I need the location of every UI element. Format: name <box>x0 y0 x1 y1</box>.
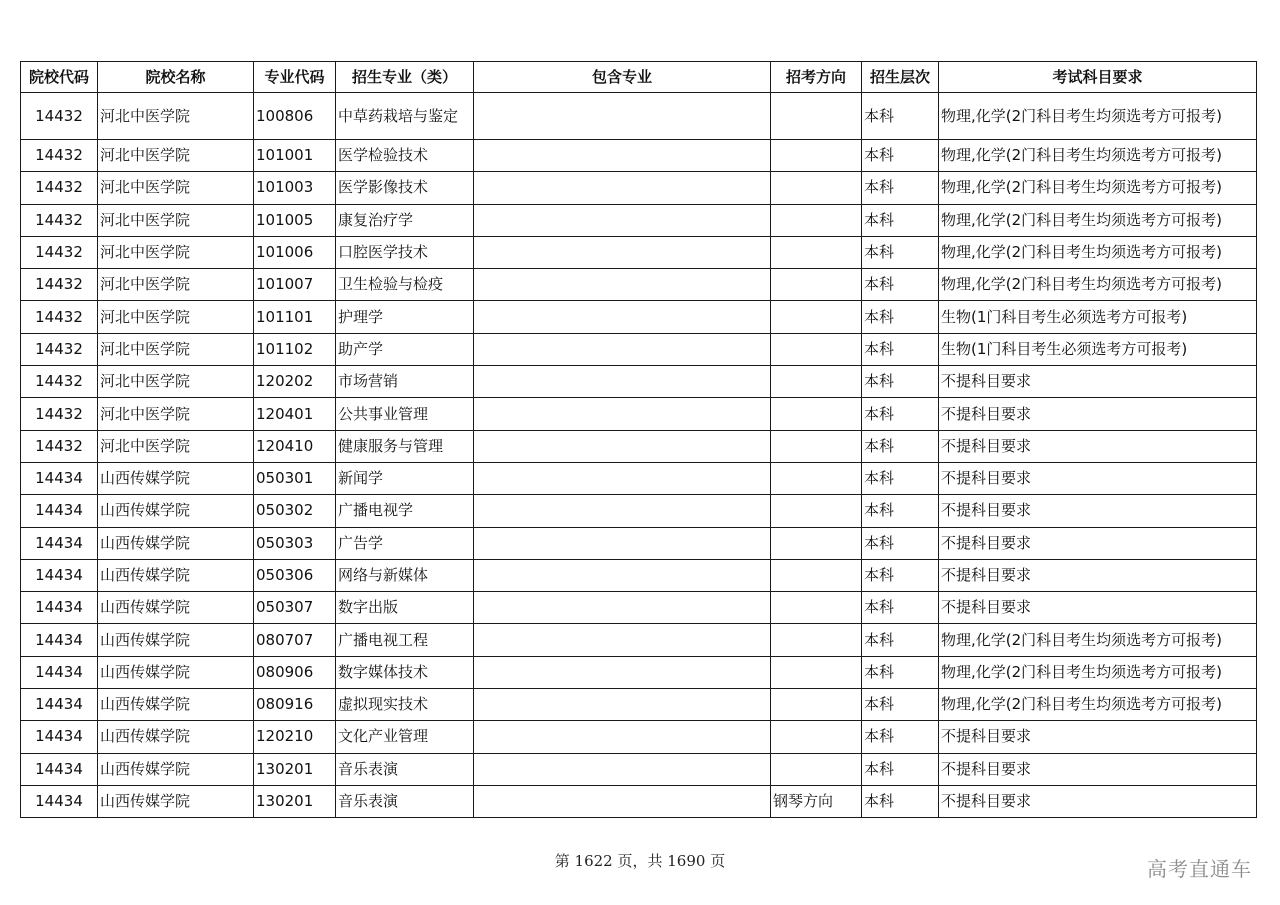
cell-direction <box>771 93 862 140</box>
cell-school-code: 14434 <box>21 592 98 624</box>
header-major-name: 招生专业（类） <box>336 62 474 93</box>
table-row <box>21 301 1257 333</box>
cell-direction <box>771 495 862 527</box>
table-row <box>21 656 1257 688</box>
cell-major-name: 新闻学 <box>336 462 474 494</box>
cell-subject-requirement: 物理,化学(2门科目考生均须选考方可报考) <box>939 269 1257 301</box>
table-row <box>21 721 1257 753</box>
cell-major-code: 080707 <box>254 624 336 656</box>
cell-major-name: 音乐表演 <box>336 753 474 785</box>
cell-direction <box>771 656 862 688</box>
cell-included-majors <box>474 269 771 301</box>
cell-included-majors <box>474 204 771 236</box>
cell-included-majors <box>474 366 771 398</box>
cell-level: 本科 <box>862 689 939 721</box>
cell-included-majors <box>474 301 771 333</box>
cell-major-name: 助产学 <box>336 333 474 365</box>
cell-subject-requirement: 生物(1门科目考生必须选考方可报考) <box>939 301 1257 333</box>
cell-subject-requirement: 物理,化学(2门科目考生均须选考方可报考) <box>939 624 1257 656</box>
table-row <box>21 753 1257 785</box>
table-row <box>21 366 1257 398</box>
cell-subject-requirement: 不提科目要求 <box>939 462 1257 494</box>
cell-major-code: 130201 <box>254 785 336 817</box>
cell-school-code: 14432 <box>21 430 98 462</box>
table-header-row <box>21 62 1257 93</box>
cell-major-code: 101003 <box>254 172 336 204</box>
cell-direction <box>771 559 862 591</box>
cell-school-name: 河北中医学院 <box>98 172 254 204</box>
cell-school-name: 河北中医学院 <box>98 204 254 236</box>
cell-major-code: 130201 <box>254 753 336 785</box>
cell-direction <box>771 269 862 301</box>
cell-included-majors <box>474 592 771 624</box>
cell-school-code: 14434 <box>21 656 98 688</box>
cell-major-name: 康复治疗学 <box>336 204 474 236</box>
cell-school-code: 14434 <box>21 462 98 494</box>
cell-school-name: 山西传媒学院 <box>98 592 254 624</box>
cell-major-code: 101102 <box>254 333 336 365</box>
enrollment-table-container <box>20 61 1256 818</box>
cell-level: 本科 <box>862 624 939 656</box>
cell-school-code: 14432 <box>21 140 98 172</box>
cell-major-name: 广告学 <box>336 527 474 559</box>
cell-direction <box>771 430 862 462</box>
table-row <box>21 140 1257 172</box>
cell-level: 本科 <box>862 140 939 172</box>
cell-major-name: 健康服务与管理 <box>336 430 474 462</box>
header-included-majors: 包含专业 <box>474 62 771 93</box>
cell-subject-requirement: 不提科目要求 <box>939 398 1257 430</box>
cell-major-name: 医学影像技术 <box>336 172 474 204</box>
cell-level: 本科 <box>862 785 939 817</box>
cell-school-name: 河北中医学院 <box>98 140 254 172</box>
cell-school-code: 14434 <box>21 753 98 785</box>
cell-major-name: 中草药栽培与鉴定 <box>336 93 474 140</box>
page-number: 第 1622 页，共 1690 页 <box>554 852 726 870</box>
cell-direction <box>771 366 862 398</box>
cell-school-name: 河北中医学院 <box>98 333 254 365</box>
cell-major-code: 050306 <box>254 559 336 591</box>
cell-major-code: 050307 <box>254 592 336 624</box>
cell-subject-requirement: 不提科目要求 <box>939 527 1257 559</box>
cell-major-code: 050301 <box>254 462 336 494</box>
cell-direction <box>771 462 862 494</box>
cell-school-code: 14434 <box>21 624 98 656</box>
cell-direction <box>771 592 862 624</box>
cell-major-name: 虚拟现实技术 <box>336 689 474 721</box>
cell-subject-requirement: 不提科目要求 <box>939 366 1257 398</box>
cell-major-name: 卫生检验与检疫 <box>336 269 474 301</box>
cell-included-majors <box>474 93 771 140</box>
cell-major-name: 数字出版 <box>336 592 474 624</box>
table-row <box>21 333 1257 365</box>
cell-subject-requirement: 物理,化学(2门科目考生均须选考方可报考) <box>939 93 1257 140</box>
table-row <box>21 398 1257 430</box>
cell-subject-requirement: 不提科目要求 <box>939 592 1257 624</box>
cell-included-majors <box>474 785 771 817</box>
cell-included-majors <box>474 495 771 527</box>
cell-major-code: 080906 <box>254 656 336 688</box>
cell-direction: 钢琴方向 <box>771 785 862 817</box>
cell-level: 本科 <box>862 366 939 398</box>
cell-school-code: 14434 <box>21 785 98 817</box>
cell-included-majors <box>474 462 771 494</box>
cell-level: 本科 <box>862 172 939 204</box>
cell-major-code: 120401 <box>254 398 336 430</box>
cell-major-code: 101007 <box>254 269 336 301</box>
cell-major-name: 广播电视工程 <box>336 624 474 656</box>
cell-school-name: 河北中医学院 <box>98 269 254 301</box>
cell-level: 本科 <box>862 398 939 430</box>
cell-school-name: 山西传媒学院 <box>98 689 254 721</box>
cell-direction <box>771 689 862 721</box>
cell-school-name: 山西传媒学院 <box>98 624 254 656</box>
cell-level: 本科 <box>862 592 939 624</box>
table-row <box>21 204 1257 236</box>
cell-school-name: 山西传媒学院 <box>98 559 254 591</box>
cell-school-name: 山西传媒学院 <box>98 495 254 527</box>
cell-subject-requirement: 生物(1门科目考生必须选考方可报考) <box>939 333 1257 365</box>
header-level: 招生层次 <box>862 62 939 93</box>
cell-subject-requirement: 不提科目要求 <box>939 753 1257 785</box>
cell-level: 本科 <box>862 656 939 688</box>
cell-school-name: 河北中医学院 <box>98 398 254 430</box>
cell-major-code: 120210 <box>254 721 336 753</box>
cell-level: 本科 <box>862 527 939 559</box>
cell-school-name: 山西传媒学院 <box>98 753 254 785</box>
cell-included-majors <box>474 236 771 268</box>
cell-included-majors <box>474 689 771 721</box>
cell-school-code: 14432 <box>21 333 98 365</box>
cell-school-code: 14434 <box>21 721 98 753</box>
cell-included-majors <box>474 172 771 204</box>
cell-direction <box>771 236 862 268</box>
cell-major-name: 数字媒体技术 <box>336 656 474 688</box>
table-body <box>21 93 1257 818</box>
cell-school-name: 河北中医学院 <box>98 93 254 140</box>
enrollment-table <box>20 61 1257 818</box>
cell-school-name: 山西传媒学院 <box>98 462 254 494</box>
cell-direction <box>771 527 862 559</box>
cell-school-name: 山西传媒学院 <box>98 527 254 559</box>
cell-direction <box>771 721 862 753</box>
cell-major-code: 080916 <box>254 689 336 721</box>
cell-included-majors <box>474 140 771 172</box>
cell-direction <box>771 301 862 333</box>
cell-subject-requirement: 物理,化学(2门科目考生均须选考方可报考) <box>939 656 1257 688</box>
header-subject-requirement: 考试科目要求 <box>939 62 1257 93</box>
cell-included-majors <box>474 721 771 753</box>
cell-major-code: 120202 <box>254 366 336 398</box>
cell-direction <box>771 398 862 430</box>
cell-subject-requirement: 不提科目要求 <box>939 430 1257 462</box>
cell-direction <box>771 140 862 172</box>
cell-major-name: 护理学 <box>336 301 474 333</box>
cell-major-code: 050303 <box>254 527 336 559</box>
cell-school-code: 14432 <box>21 398 98 430</box>
cell-level: 本科 <box>862 462 939 494</box>
cell-level: 本科 <box>862 753 939 785</box>
cell-school-code: 14432 <box>21 172 98 204</box>
header-school-code: 院校代码 <box>21 62 98 93</box>
cell-school-code: 14432 <box>21 236 98 268</box>
cell-major-code: 101001 <box>254 140 336 172</box>
cell-included-majors <box>474 559 771 591</box>
table-row <box>21 559 1257 591</box>
cell-direction <box>771 753 862 785</box>
cell-level: 本科 <box>862 301 939 333</box>
cell-school-code: 14432 <box>21 269 98 301</box>
cell-major-name: 广播电视学 <box>336 495 474 527</box>
table-row <box>21 269 1257 301</box>
cell-school-code: 14432 <box>21 204 98 236</box>
cell-major-code: 101005 <box>254 204 336 236</box>
cell-major-name: 音乐表演 <box>336 785 474 817</box>
table-row <box>21 785 1257 817</box>
cell-school-code: 14434 <box>21 689 98 721</box>
cell-school-code: 14432 <box>21 366 98 398</box>
header-school-name: 院校名称 <box>98 62 254 93</box>
cell-school-name: 山西传媒学院 <box>98 721 254 753</box>
cell-level: 本科 <box>862 430 939 462</box>
cell-major-code: 100806 <box>254 93 336 140</box>
cell-major-code: 120410 <box>254 430 336 462</box>
cell-level: 本科 <box>862 721 939 753</box>
cell-level: 本科 <box>862 495 939 527</box>
cell-subject-requirement: 不提科目要求 <box>939 559 1257 591</box>
cell-school-name: 山西传媒学院 <box>98 656 254 688</box>
cell-direction <box>771 624 862 656</box>
table-row <box>21 430 1257 462</box>
cell-major-code: 101006 <box>254 236 336 268</box>
cell-subject-requirement: 物理,化学(2门科目考生均须选考方可报考) <box>939 204 1257 236</box>
cell-subject-requirement: 不提科目要求 <box>939 495 1257 527</box>
cell-subject-requirement: 不提科目要求 <box>939 785 1257 817</box>
cell-level: 本科 <box>862 333 939 365</box>
table-row <box>21 93 1257 140</box>
cell-subject-requirement: 物理,化学(2门科目考生均须选考方可报考) <box>939 140 1257 172</box>
cell-included-majors <box>474 430 771 462</box>
cell-included-majors <box>474 527 771 559</box>
cell-school-code: 14434 <box>21 527 98 559</box>
cell-level: 本科 <box>862 93 939 140</box>
watermark-text: 高考直通车 <box>1147 857 1252 881</box>
cell-subject-requirement: 物理,化学(2门科目考生均须选考方可报考) <box>939 172 1257 204</box>
table-row <box>21 624 1257 656</box>
cell-school-name: 河北中医学院 <box>98 366 254 398</box>
cell-major-name: 口腔医学技术 <box>336 236 474 268</box>
table-row <box>21 495 1257 527</box>
cell-major-name: 医学检验技术 <box>336 140 474 172</box>
cell-major-name: 网络与新媒体 <box>336 559 474 591</box>
header-major-code: 专业代码 <box>254 62 336 93</box>
cell-subject-requirement: 不提科目要求 <box>939 721 1257 753</box>
cell-major-code: 101101 <box>254 301 336 333</box>
cell-major-code: 050302 <box>254 495 336 527</box>
cell-school-code: 14434 <box>21 495 98 527</box>
cell-subject-requirement: 物理,化学(2门科目考生均须选考方可报考) <box>939 689 1257 721</box>
header-direction: 招考方向 <box>771 62 862 93</box>
cell-major-name: 文化产业管理 <box>336 721 474 753</box>
table-row <box>21 689 1257 721</box>
cell-level: 本科 <box>862 269 939 301</box>
table-row <box>21 592 1257 624</box>
table-row <box>21 236 1257 268</box>
table-row <box>21 172 1257 204</box>
cell-included-majors <box>474 398 771 430</box>
cell-direction <box>771 204 862 236</box>
cell-direction <box>771 333 862 365</box>
cell-school-name: 河北中医学院 <box>98 430 254 462</box>
cell-school-code: 14432 <box>21 93 98 140</box>
cell-major-name: 市场营销 <box>336 366 474 398</box>
cell-direction <box>771 172 862 204</box>
cell-school-code: 14434 <box>21 559 98 591</box>
cell-school-name: 山西传媒学院 <box>98 785 254 817</box>
cell-major-name: 公共事业管理 <box>336 398 474 430</box>
table-row <box>21 527 1257 559</box>
cell-subject-requirement: 物理,化学(2门科目考生均须选考方可报考) <box>939 236 1257 268</box>
cell-included-majors <box>474 656 771 688</box>
cell-level: 本科 <box>862 236 939 268</box>
cell-school-code: 14432 <box>21 301 98 333</box>
cell-included-majors <box>474 333 771 365</box>
cell-school-name: 河北中医学院 <box>98 236 254 268</box>
cell-included-majors <box>474 753 771 785</box>
cell-level: 本科 <box>862 204 939 236</box>
cell-level: 本科 <box>862 559 939 591</box>
cell-included-majors <box>474 624 771 656</box>
table-row <box>21 462 1257 494</box>
cell-school-name: 河北中医学院 <box>98 301 254 333</box>
